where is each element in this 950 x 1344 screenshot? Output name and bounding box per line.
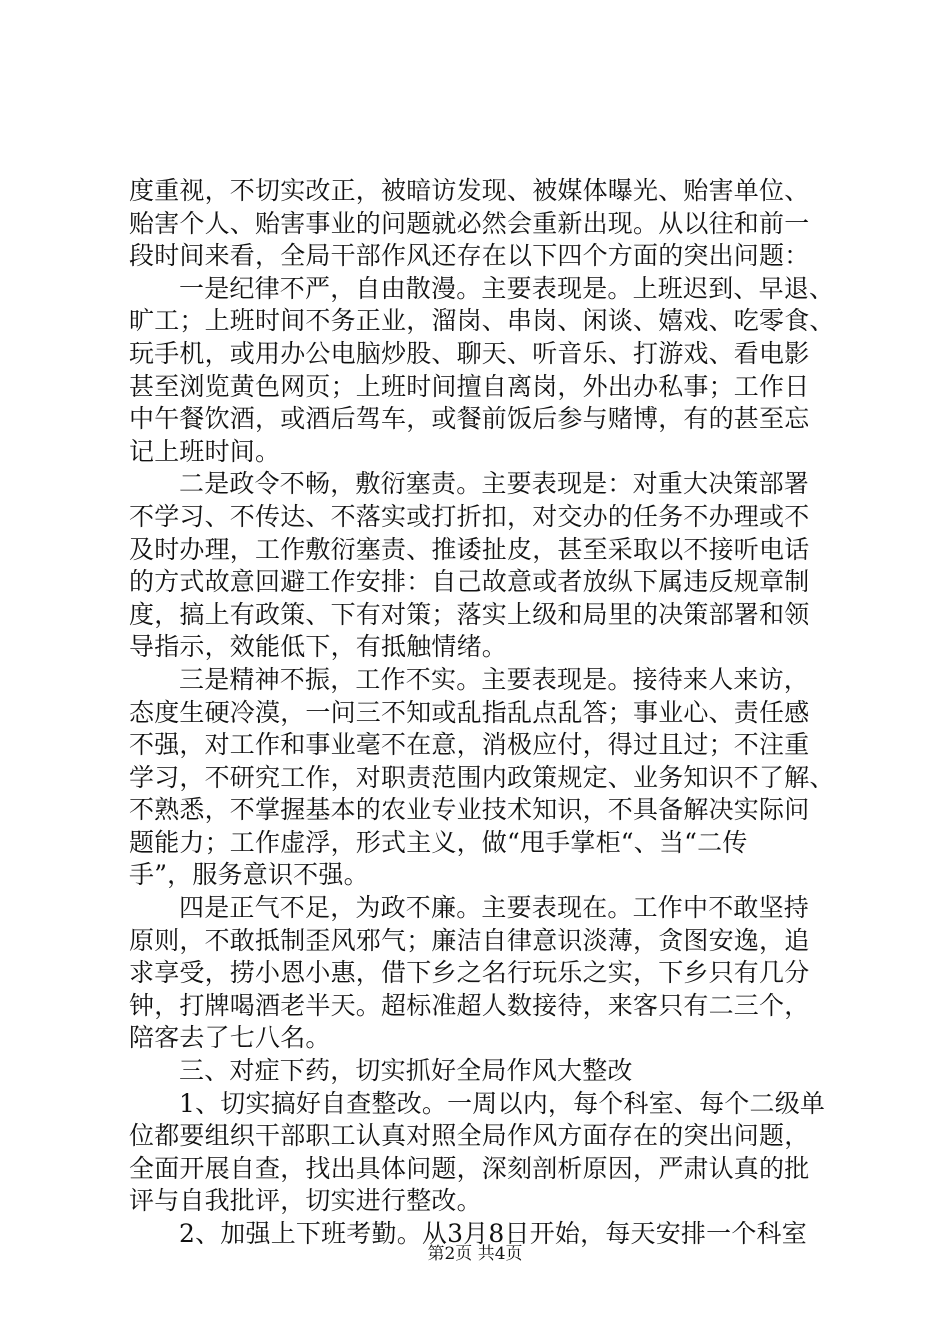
text-line: 题能力；工作虚浮，形式主义，做“甩手掌柜“、当“二传 [129, 827, 748, 857]
text-line: 钟，打牌喝酒老半天。超标准超人数接待，来客只有二三个， [129, 990, 810, 1020]
text-line: 旷工；上班时间不务正业，溜岗、串岗、闲谈、嬉戏、吃零食、 [129, 306, 835, 336]
text-line: 中午餐饮酒，或酒后驾车，或餐前饭后参与赌博，有的甚至忘 [129, 404, 810, 434]
text-line: 甚至浏览黄色网页；上班时间擅自离岗，外出办私事；工作日 [129, 371, 810, 401]
text-line: 不学习、不传达、不落实或打折扣，对交办的任务不办理或不 [129, 501, 810, 531]
text-line: 记上班时间。 [129, 436, 281, 466]
text-line: 不强，对工作和事业毫不在意，消极应付，得过且过；不注重 [129, 730, 810, 760]
text-line: 段时间来看，全局干部作风还存在以下四个方面的突出问题： [129, 241, 810, 271]
text-line: 不熟悉，不掌握基本的农业专业技术知识，不具备解决实际问 [129, 795, 810, 825]
text-line: 态度生硬冷漠，一问三不知或乱指乱点乱答；事业心、责任感 [129, 697, 810, 727]
text-line: 三是精神不振，工作不实。主要表现是。接待来人来访， [179, 664, 810, 694]
text-line: 度，搞上有政策、下有对策；落实上级和局里的决策部署和领 [129, 599, 810, 629]
text-line: 导指示，效能低下，有抵触情绪。 [129, 632, 508, 662]
text-line: 玩手机，或用办公电脑炒股、聊天、听音乐、打游戏、看电影 [129, 338, 810, 368]
text-line: 陪客去了七八名。 [129, 1023, 331, 1053]
text-line: 2、加强上下班考勤。从3月8日开始，每天安排一个科室 [179, 1219, 807, 1248]
text-line: 评与自我批评，切实进行整改。 [129, 1186, 482, 1216]
text-line: 学习，不研究工作，对职责范围内政策规定、业务知识不了解、 [129, 762, 835, 792]
text-line: 四是正气不足，为政不廉。主要表现在。工作中不敢坚持 [179, 893, 810, 923]
text-line: 贻害个人、贻害事业的问题就必然会重新出现。从以往和前一 [129, 208, 810, 238]
text-line: 1、切实搞好自查整改。一周以内，每个科室、每个二级单 [179, 1088, 826, 1118]
text-line: 原则，不敢抵制歪风邪气；廉洁自律意识淡薄，贪图安逸，追 [129, 925, 810, 955]
text-line: 三、对症下药，切实抓好全局作风大整改 [179, 1056, 633, 1086]
text-line: 位都要组织干部职工认真对照全局作风方面存在的突出问题， [129, 1121, 810, 1151]
text-line: 二是政令不畅，敷衍塞责。主要表现是：对重大决策部署 [179, 469, 810, 499]
text-line: 及时办理，工作敷衍塞责、推诿扯皮，甚至采取以不接听电话 [129, 534, 810, 564]
text-line: 手”，服务意识不强。 [129, 860, 369, 890]
text-line: 一是纪律不严，自由散漫。主要表现是。上班迟到、早退、 [179, 273, 835, 303]
document-body [129, 175, 864, 1251]
text-line: 的方式故意回避工作安排：自己故意或者放纵下属违反规章制 [129, 567, 810, 597]
text-line: 度重视，不切实改正，被暗访发现、被媒体曝光、贻害单位、 [129, 176, 810, 205]
page-footer [0, 1243, 950, 1265]
page-number-label: 第2页 共4页 [427, 1244, 523, 1264]
text-line: 全面开展自查，找出具体问题，深刻剖析原因，严肃认真的批 [129, 1153, 810, 1183]
text-line: 求享受，捞小恩小惠，借下乡之名行玩乐之实，下乡只有几分 [129, 958, 810, 988]
